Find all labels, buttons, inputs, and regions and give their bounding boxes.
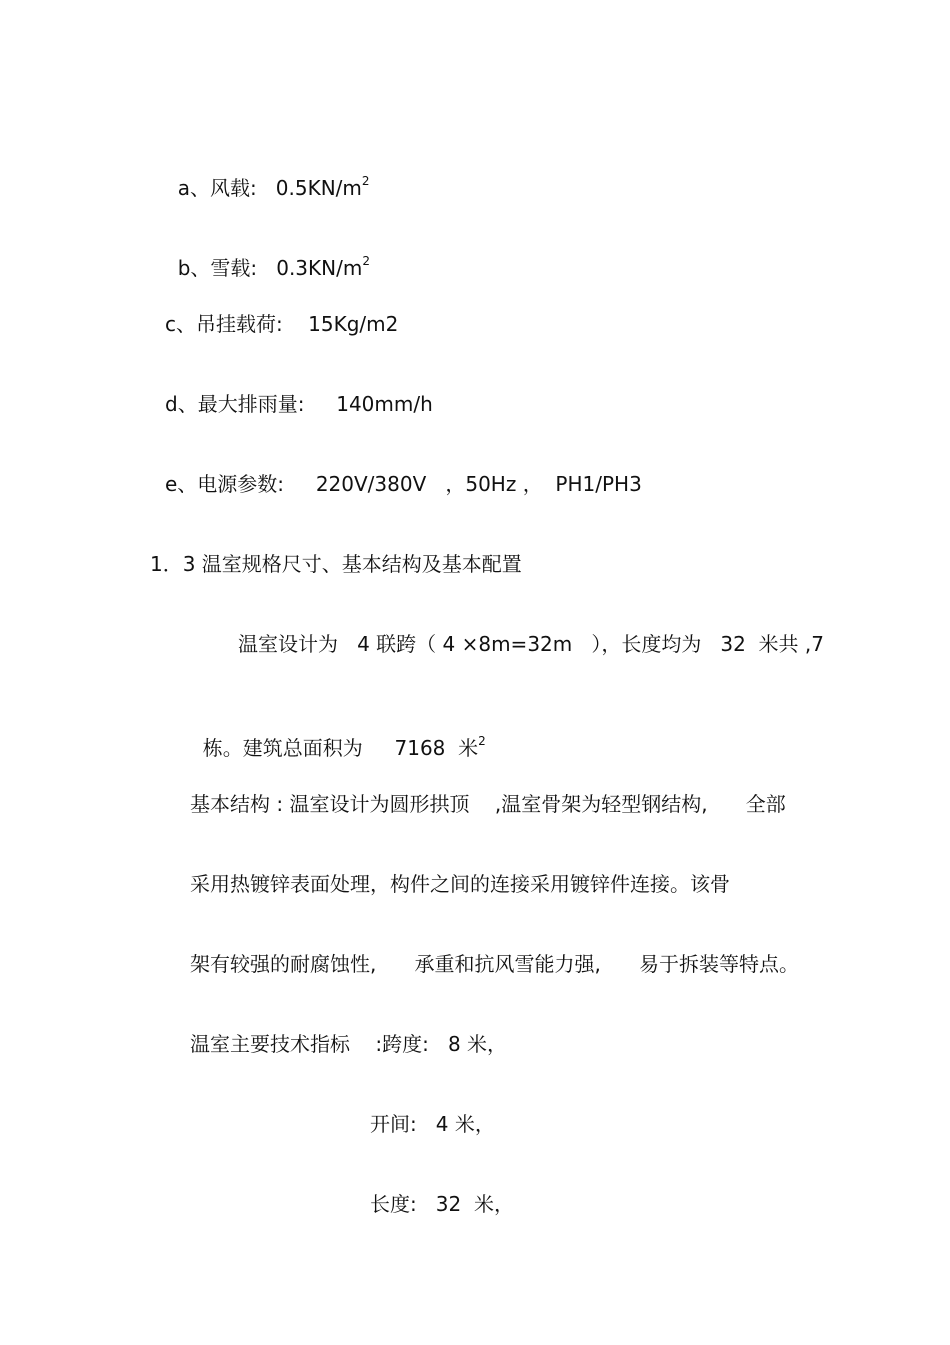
paragraph-line-4: 采用热镀锌表面处理，构件之间的连接采用镀锌件连接。该骨	[190, 872, 730, 896]
spec-span-line: 温室主要技术指标 :跨度: 8 米，	[190, 1032, 508, 1056]
snow-load-text: b、雪载: 0.3KN/m	[177, 256, 363, 280]
wind-load-superscript: 2	[361, 174, 370, 188]
area-superscript: 2	[478, 734, 486, 748]
power-params-line: e、电源参数: 220V/380V ，50Hz ， PH1/PH3	[165, 472, 642, 496]
rainfall-line: d、最大排雨量: 140mm/h	[165, 392, 433, 416]
section-heading: 1．3 温室规格尺寸、基本结构及基本配置	[150, 552, 522, 576]
hanging-load-line: c、吊挂载荷: 15Kg/m2	[165, 312, 399, 336]
spec-bay-line: 开间: 4 米，	[370, 1112, 495, 1136]
paragraph-line-2	[190, 712, 486, 763]
wind-load-line	[165, 152, 370, 203]
paragraph-line-1: 温室设计为 4 联跨（ 4 ×8m=32m ），长度均为 32 米共 ,7	[238, 632, 824, 656]
spec-length-line: 长度: 32 米，	[370, 1192, 514, 1216]
snow-load-superscript: 2	[362, 254, 370, 268]
area-text: 栋。建筑总面积为 7168 米	[202, 736, 479, 760]
wind-load-text: a、风载: 0.5KN/m	[177, 176, 362, 200]
paragraph-line-5: 架有较强的耐腐蚀性, 承重和抗风雪能力强, 易于拆装等特点。	[190, 952, 800, 976]
paragraph-line-3: 基本结构 : 温室设计为圆形拱顶 ,温室骨架为轻型钢结构, 全部	[190, 792, 786, 816]
snow-load-line	[165, 232, 370, 283]
